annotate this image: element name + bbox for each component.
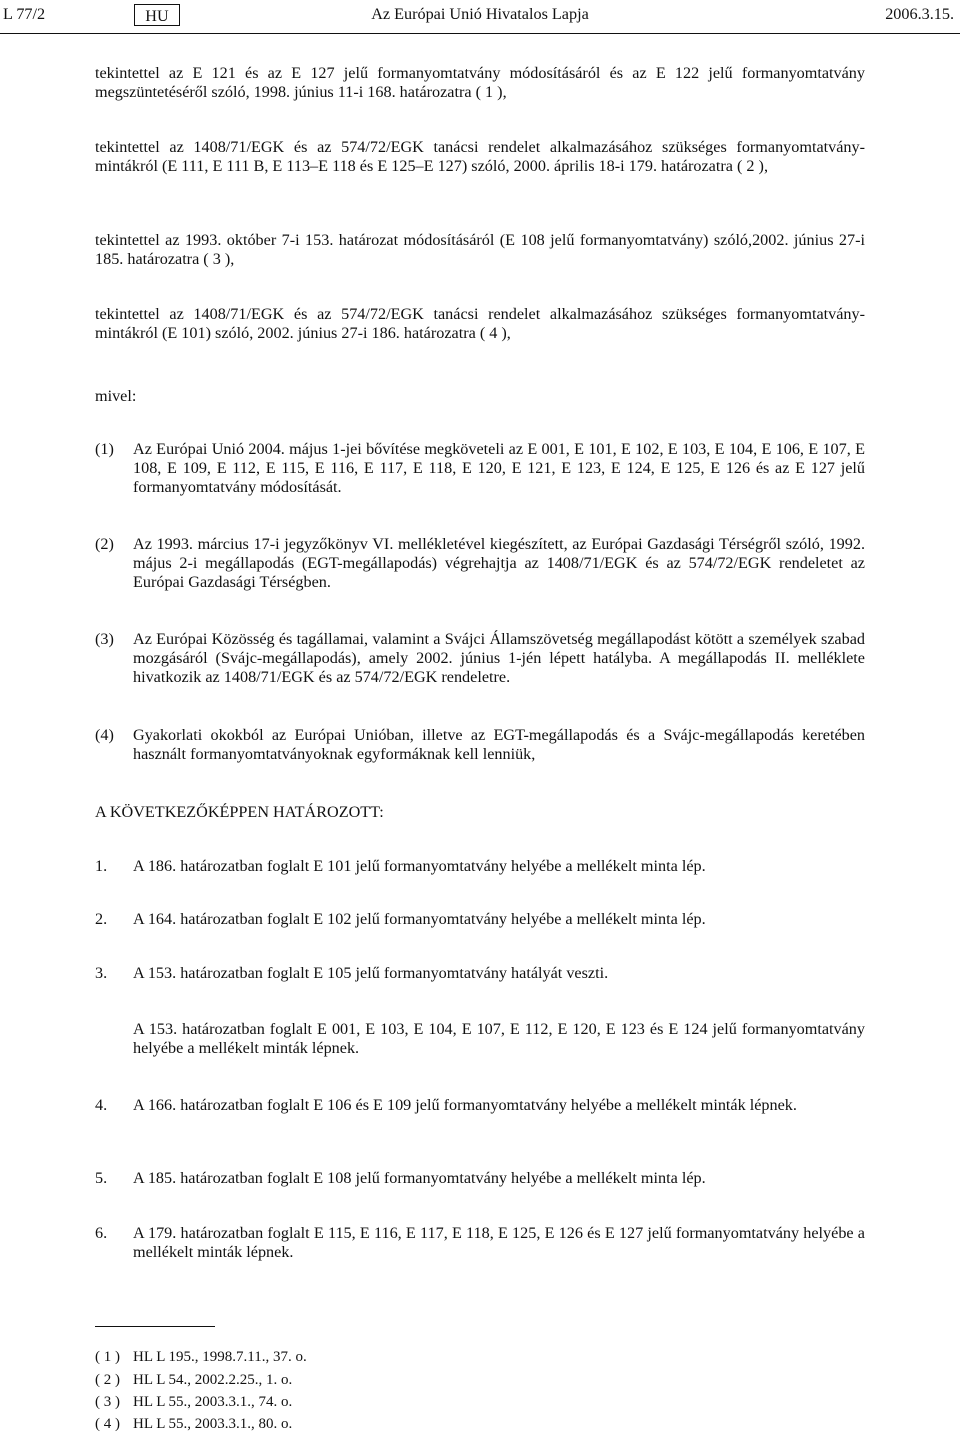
article-number: 1.: [95, 857, 108, 875]
footnote-number: ( 1 ): [95, 1349, 120, 1365]
article-number: 4.: [95, 1096, 108, 1114]
recital-4: tekintettel az 1408/71/EGK és az 574/72/EGK tanácsi rendelet alkalmazásához szükséges formanyomtatvány-mintákról (E 101) szóló, 2002. június 27-i 186. határozatra ( 4 ),: [95, 305, 865, 342]
footnote-number: ( 2 ): [95, 1372, 120, 1388]
article-number: 5.: [95, 1169, 108, 1187]
footnote-text: HL L 195., 1998.7.11., 37. o.: [133, 1349, 307, 1365]
article-text: A 179. határozatban foglalt E 115, E 116, E 117, E 118, E 125, E 126 és E 127 jelű formanyomtatvány helyébe a mellékelt minták lépnek.: [133, 1224, 865, 1261]
article-number: 2.: [95, 910, 108, 928]
header-rule: [0, 33, 960, 34]
item-text: Az 1993. március 17-i jegyzőkönyv VI. mellékletével kiegészített, az Európai Gazdasági Térségről szóló, 1992. május 2-i megállapodás (EGT-megállapodás) végrehajtja az 1408/71/EGK és az 574/72/EGK rendeletet az Európai Gazdasági Térségben.: [133, 535, 865, 591]
page-reference: L 77/2: [3, 5, 46, 23]
item-text: Az Európai Közösség és tagállamai, valamint a Svájci Államszövetség megállapodást kötött a személyek szabad mozgásáról (Svájc-megállapodás), amely 2002. június 1-jén lépett hatályba. A megállapodás II. melléklete hivatkozik az 1408/71/EGK és az 574/72/EGK rendeletre.: [133, 630, 865, 686]
article-text: A 166. határozatban foglalt E 106 és E 109 jelű formanyomtatvány helyébe a mellékelt minták lépnek.: [133, 1096, 797, 1114]
footnote-text: HL L 55., 2003.3.1., 80. o.: [133, 1416, 293, 1432]
recital-1: tekintettel az E 121 és az E 127 jelű formanyomtatvány módosításáról és az E 122 jelű formanyomtatvány megszüntetéséről szóló, 1998. június 11-i 168. határozatra ( 1 ),: [95, 64, 865, 101]
footnote-rule: [95, 1326, 215, 1327]
article-text: A 186. határozatban foglalt E 101 jelű formanyomtatvány helyébe a mellékelt minta lép.: [133, 857, 706, 875]
whereas-label: mivel:: [95, 387, 137, 405]
item-text: Gyakorlati okokból az Európai Unióban, illetve az EGT-megállapodás és a Svájc-megállapodás keretében használt formanyomtatványoknak egyformáknak kell lenniük,: [133, 726, 865, 763]
article-text: A 164. határozatban foglalt E 102 jelű formanyomtatvány helyébe a mellékelt minta lép.: [133, 910, 706, 928]
item-number: (4): [95, 726, 114, 744]
article-text: A 185. határozatban foglalt E 108 jelű formanyomtatvány helyébe a mellékelt minta lép.: [133, 1169, 706, 1187]
footnote-text: HL L 54., 2002.2.25., 1. o.: [133, 1372, 293, 1388]
footnote-number: ( 4 ): [95, 1416, 120, 1432]
decision-heading: A KÖVETKEZŐKÉPPEN HATÁROZOTT:: [95, 803, 384, 821]
article-number: 6.: [95, 1224, 108, 1242]
item-number: (2): [95, 535, 114, 553]
publication-date: 2006.3.15.: [885, 5, 954, 23]
article-text: A 153. határozatban foglalt E 105 jelű formanyomtatvány hatályát veszti.: [133, 964, 609, 982]
footnote-number: ( 3 ): [95, 1394, 120, 1410]
footnote-text: HL L 55., 2003.3.1., 74. o.: [133, 1394, 293, 1410]
language-badge: HU: [134, 4, 180, 26]
recital-3: tekintettel az 1993. október 7-i 153. határozat módosításáról (E 108 jelű formanyomtatvány) szóló,2002. június 27-i 185. határozatra ( 3 ),: [95, 231, 865, 268]
journal-title: Az Európai Unió Hivatalos Lapja: [371, 5, 589, 23]
item-text: Az Európai Unió 2004. május 1-jei bővítése megköveteli az E 001, E 101, E 102, E 103, E 104, E 106, E 107, E 108, E 109, E 112, E 115, E 116, E 117, E 118, E 120, E 121, E 123, E 124, E 125, E 126 és az E 127 jelű formanyomtatvány módosítását.: [133, 440, 865, 496]
item-number: (3): [95, 630, 114, 648]
item-number: (1): [95, 440, 114, 458]
article-text: A 153. határozatban foglalt E 001, E 103, E 104, E 107, E 112, E 120, E 123 és E 124 jelű formanyomtatvány helyébe a mellékelt minták lépnek.: [133, 1020, 865, 1057]
article-number: 3.: [95, 964, 108, 982]
recital-2: tekintettel az 1408/71/EGK és az 574/72/EGK tanácsi rendelet alkalmazásához szükséges formanyomtatvány-mintákról (E 111, E 111 B, E 113–E 118 és E 125–E 127) szóló, 2000. április 18-i 179. határozatra ( 2 ),: [95, 138, 865, 175]
